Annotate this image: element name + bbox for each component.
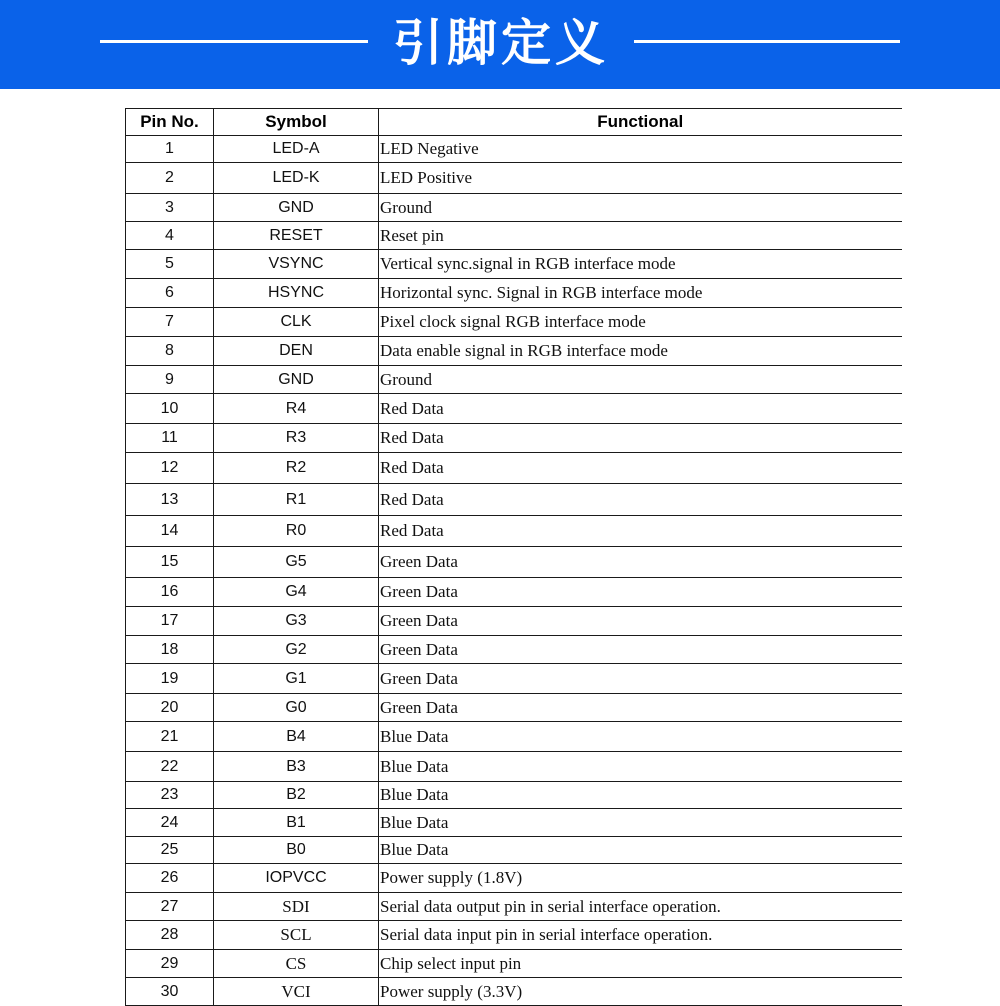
table-row — [126, 222, 902, 250]
pin-symbol: CS — [214, 950, 379, 978]
pin-symbol: R2 — [214, 453, 379, 484]
pin-function: Data enable signal in RGB interface mode — [379, 337, 902, 366]
banner-divider-right — [634, 40, 900, 43]
pin-symbol: GND — [214, 194, 379, 222]
pin-number: 2 — [126, 163, 214, 194]
pin-function: Red Data — [379, 484, 902, 516]
pin-function: Green Data — [379, 578, 902, 607]
table-row — [126, 547, 902, 578]
pin-number: 12 — [126, 453, 214, 484]
pin-function: LED Negative — [379, 136, 902, 163]
pin-number: 14 — [126, 516, 214, 547]
pin-symbol: G5 — [214, 547, 379, 578]
pin-function: Serial data output pin in serial interface operation. — [379, 893, 902, 921]
pin-symbol: B4 — [214, 722, 379, 752]
pin-symbol: CLK — [214, 308, 379, 337]
table-row — [126, 694, 902, 722]
pin-number: 27 — [126, 893, 214, 921]
pin-function: Red Data — [379, 453, 902, 484]
pin-number: 16 — [126, 578, 214, 607]
pin-number: 9 — [126, 366, 214, 394]
pin-symbol: R3 — [214, 424, 379, 453]
table-row — [126, 424, 902, 453]
table-row — [126, 136, 902, 163]
pin-function: Ground — [379, 366, 902, 394]
pin-function: Chip select input pin — [379, 950, 902, 978]
table-row — [126, 837, 902, 864]
pin-function: Blue Data — [379, 752, 902, 782]
pin-function: Reset pin — [379, 222, 902, 250]
table-row — [126, 722, 902, 752]
pin-number: 30 — [126, 978, 214, 1006]
pin-symbol: G3 — [214, 607, 379, 636]
pin-function: Red Data — [379, 516, 902, 547]
pin-symbol: B2 — [214, 782, 379, 809]
pin-number: 26 — [126, 864, 214, 893]
pin-symbol: B3 — [214, 752, 379, 782]
pin-symbol: GND — [214, 366, 379, 394]
pin-number: 11 — [126, 424, 214, 453]
column-header-symbol: Symbol — [214, 109, 379, 136]
pin-number: 29 — [126, 950, 214, 978]
table-row — [126, 782, 902, 809]
table-row — [126, 250, 902, 279]
pin-function: Blue Data — [379, 809, 902, 837]
pin-number: 20 — [126, 694, 214, 722]
pin-number: 23 — [126, 782, 214, 809]
pin-number: 19 — [126, 664, 214, 694]
pin-function: Blue Data — [379, 837, 902, 864]
pin-number: 3 — [126, 194, 214, 222]
pin-function: Red Data — [379, 424, 902, 453]
table-row — [126, 752, 902, 782]
pin-number: 21 — [126, 722, 214, 752]
pin-function: Green Data — [379, 607, 902, 636]
pin-symbol: LED-A — [214, 136, 379, 163]
table-row — [126, 484, 902, 516]
pin-definition-table — [125, 108, 902, 1006]
pin-number: 4 — [126, 222, 214, 250]
pin-number: 17 — [126, 607, 214, 636]
pin-function: Serial data input pin in serial interface operation. — [379, 921, 902, 950]
table-row — [126, 664, 902, 694]
pin-function: Green Data — [379, 694, 902, 722]
pin-number: 10 — [126, 394, 214, 424]
pin-function: LED Positive — [379, 163, 902, 194]
table-row — [126, 978, 902, 1006]
table-row — [126, 864, 902, 893]
table-row — [126, 516, 902, 547]
page-title: 引脚定义 — [393, 14, 609, 72]
table-row — [126, 337, 902, 366]
pin-number: 1 — [126, 136, 214, 163]
pin-function: Green Data — [379, 636, 902, 664]
table-row — [126, 607, 902, 636]
table-row — [126, 194, 902, 222]
pin-symbol: HSYNC — [214, 279, 379, 308]
pin-symbol: G2 — [214, 636, 379, 664]
table-row — [126, 453, 902, 484]
pin-symbol: SDI — [214, 893, 379, 921]
table-row — [126, 893, 902, 921]
pin-number: 25 — [126, 837, 214, 864]
table-row — [126, 921, 902, 950]
table-row — [126, 950, 902, 978]
pin-number: 5 — [126, 250, 214, 279]
pin-symbol: R4 — [214, 394, 379, 424]
table-row — [126, 809, 902, 837]
pin-function: Pixel clock signal RGB interface mode — [379, 308, 902, 337]
column-header-pin: Pin No. — [126, 109, 214, 136]
pin-function: Blue Data — [379, 722, 902, 752]
pin-symbol: G0 — [214, 694, 379, 722]
table-row — [126, 308, 902, 337]
title-banner — [0, 0, 1000, 89]
pin-symbol: SCL — [214, 921, 379, 950]
pin-function: Vertical sync.signal in RGB interface mode — [379, 250, 902, 279]
pin-function: Power supply (3.3V) — [379, 978, 902, 1006]
pin-function: Red Data — [379, 394, 902, 424]
banner-divider-left — [100, 40, 368, 43]
column-header-functional: Functional — [379, 109, 902, 136]
pin-function: Power supply (1.8V) — [379, 864, 902, 893]
pin-number: 8 — [126, 337, 214, 366]
pin-number: 28 — [126, 921, 214, 950]
pin-function: Green Data — [379, 547, 902, 578]
pin-symbol: G1 — [214, 664, 379, 694]
pin-number: 22 — [126, 752, 214, 782]
pin-symbol: DEN — [214, 337, 379, 366]
pin-symbol: RESET — [214, 222, 379, 250]
pin-number: 6 — [126, 279, 214, 308]
pin-function: Ground — [379, 194, 902, 222]
table-row — [126, 279, 902, 308]
pin-symbol: B1 — [214, 809, 379, 837]
pin-function: Horizontal sync. Signal in RGB interface mode — [379, 279, 902, 308]
pin-number: 13 — [126, 484, 214, 516]
table-header-row — [126, 109, 902, 136]
pin-function: Green Data — [379, 664, 902, 694]
table-row — [126, 578, 902, 607]
table-row — [126, 636, 902, 664]
pin-function: Blue Data — [379, 782, 902, 809]
pin-number: 18 — [126, 636, 214, 664]
pin-symbol: R0 — [214, 516, 379, 547]
pin-symbol: IOPVCC — [214, 864, 379, 893]
pin-symbol: G4 — [214, 578, 379, 607]
pin-symbol: VCI — [214, 978, 379, 1006]
pin-number: 7 — [126, 308, 214, 337]
pin-symbol: B0 — [214, 837, 379, 864]
pin-symbol: R1 — [214, 484, 379, 516]
pin-number: 24 — [126, 809, 214, 837]
pin-symbol: LED-K — [214, 163, 379, 194]
table-row — [126, 163, 902, 194]
table-row — [126, 366, 902, 394]
pin-symbol: VSYNC — [214, 250, 379, 279]
pin-number: 15 — [126, 547, 214, 578]
pin-rows — [126, 136, 902, 1006]
table-row — [126, 394, 902, 424]
